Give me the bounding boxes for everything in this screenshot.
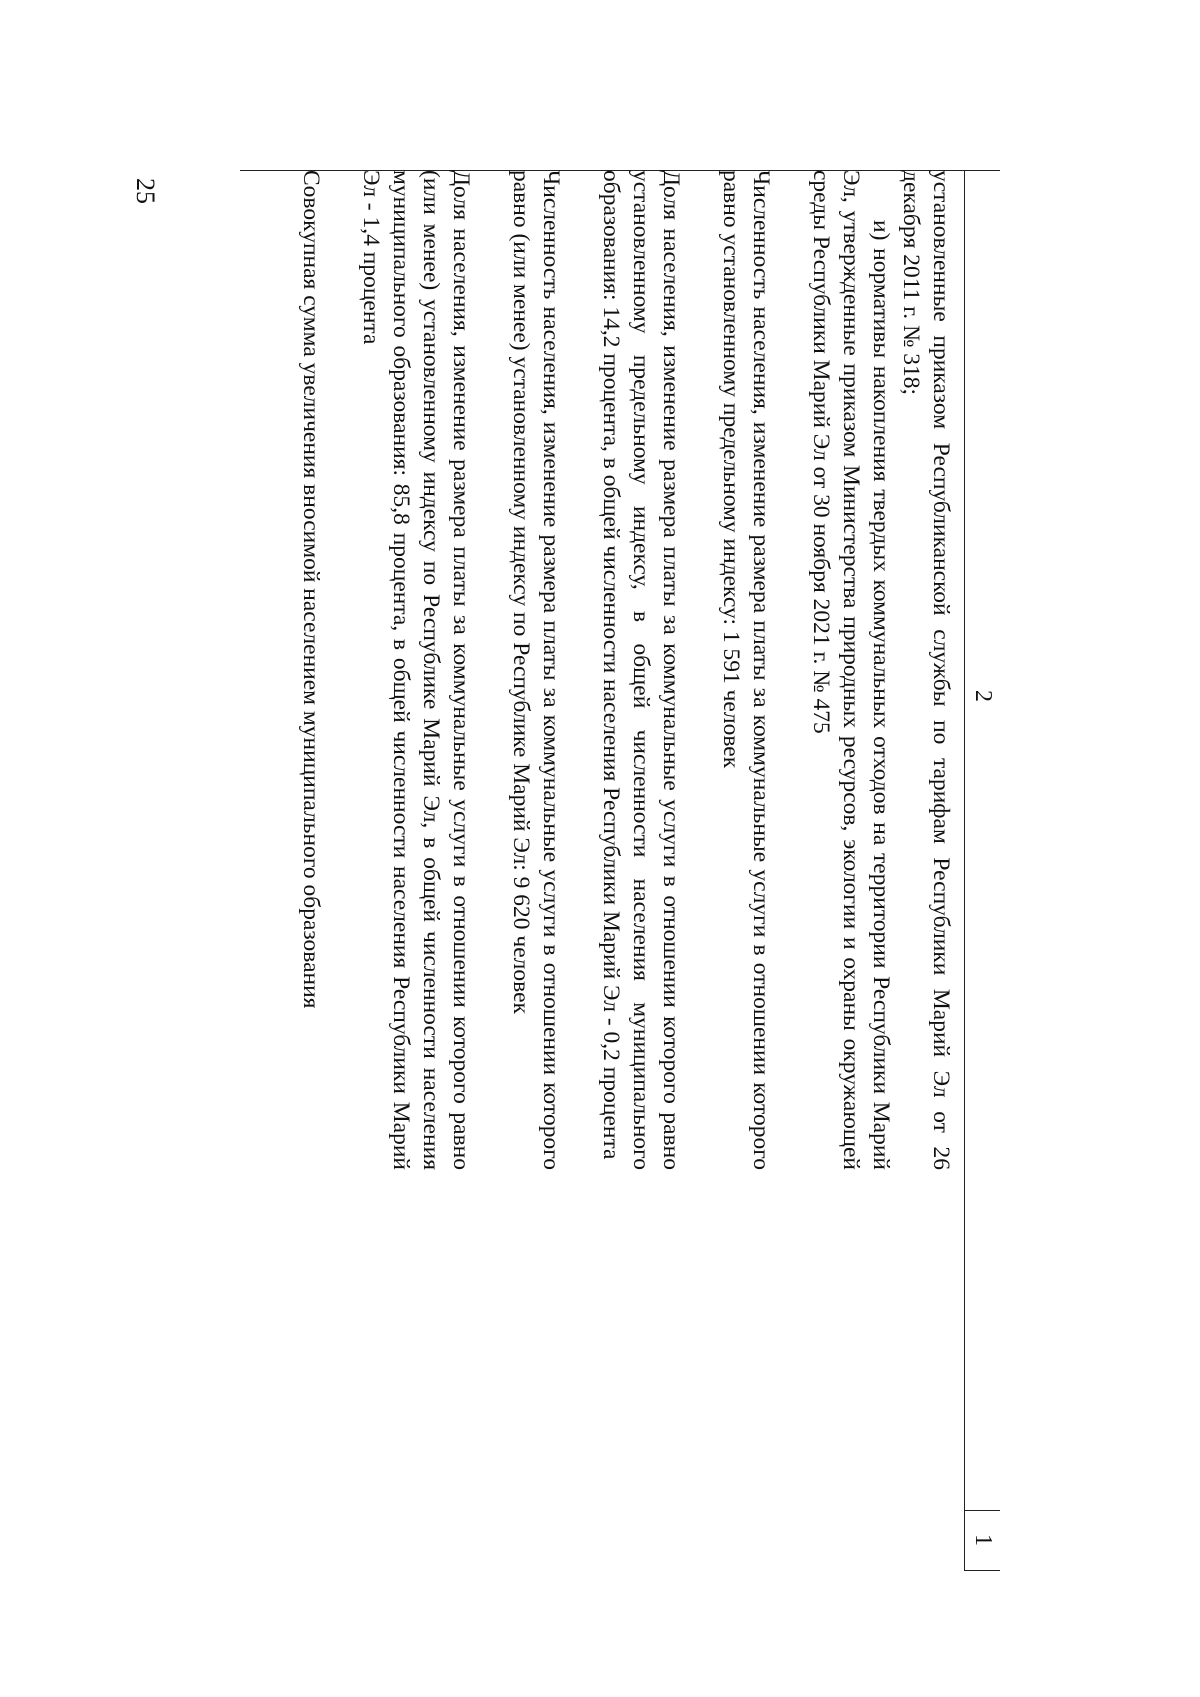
table-header-row <box>964 170 1000 1570</box>
column-2-header: 2 <box>970 690 996 702</box>
column-2-content <box>266 170 956 1170</box>
header-divider <box>964 170 965 1570</box>
header-border-right <box>964 1570 1000 1571</box>
column-1-header: 1 <box>970 1534 996 1546</box>
paragraph-population-share-equal: Доля населения, изменение размера платы за коммунальные услуги в отношении которого равно установленному предельному индексу, в общей численности населения муниципального образования: 14,2 процента, в общей численности населения Республики Марий Эл - 0,2 процента <box>598 170 684 1170</box>
paragraph-population-share-less: Доля населения, изменение размера платы за коммунальные услуги в отношении которого равно (или менее) установленному индексу по Республике Марий Эл, в общей численности населения муниципального образования: 85,8 процента, в общей численности населения Республики Марий Эл - 1,4 процента <box>358 170 474 1170</box>
page-number: 25 <box>131 178 160 204</box>
paragraph-total-sum: Совокупная сумма увеличения вносимой населением муниципального образования <box>298 170 324 1009</box>
paragraph-tariff-order: установленные приказом Республиканской службы по тарифам Республики Марий Эл от 26 декабря 2011 г. № 318; <box>898 170 954 1170</box>
paragraph-population-count-less: Численность населения, изменение размера платы за коммунальные услуги в отношении которого равно (или менее) установленному индексу по Республике Марий Эл: 9 620 человек <box>508 170 564 1170</box>
rotated-table <box>240 170 1000 1570</box>
header-column-divider <box>964 1510 1000 1511</box>
paragraph-population-count-equal: Численность населения, изменение размера платы за коммунальные услуги в отношении которого равно установленному предельному индексу: 1 591 человек <box>718 170 774 1170</box>
paragraph-waste-norms: и) нормативы накопления твердых коммунальных отходов на территории Республики Марий Эл, утвержденные приказом Министерства природных ресурсов, экологии и охраны окружающей среды Республики Марий Эл от 30 ноября 2021 г. № 475 <box>808 170 894 1170</box>
header-border-left <box>964 170 1000 171</box>
